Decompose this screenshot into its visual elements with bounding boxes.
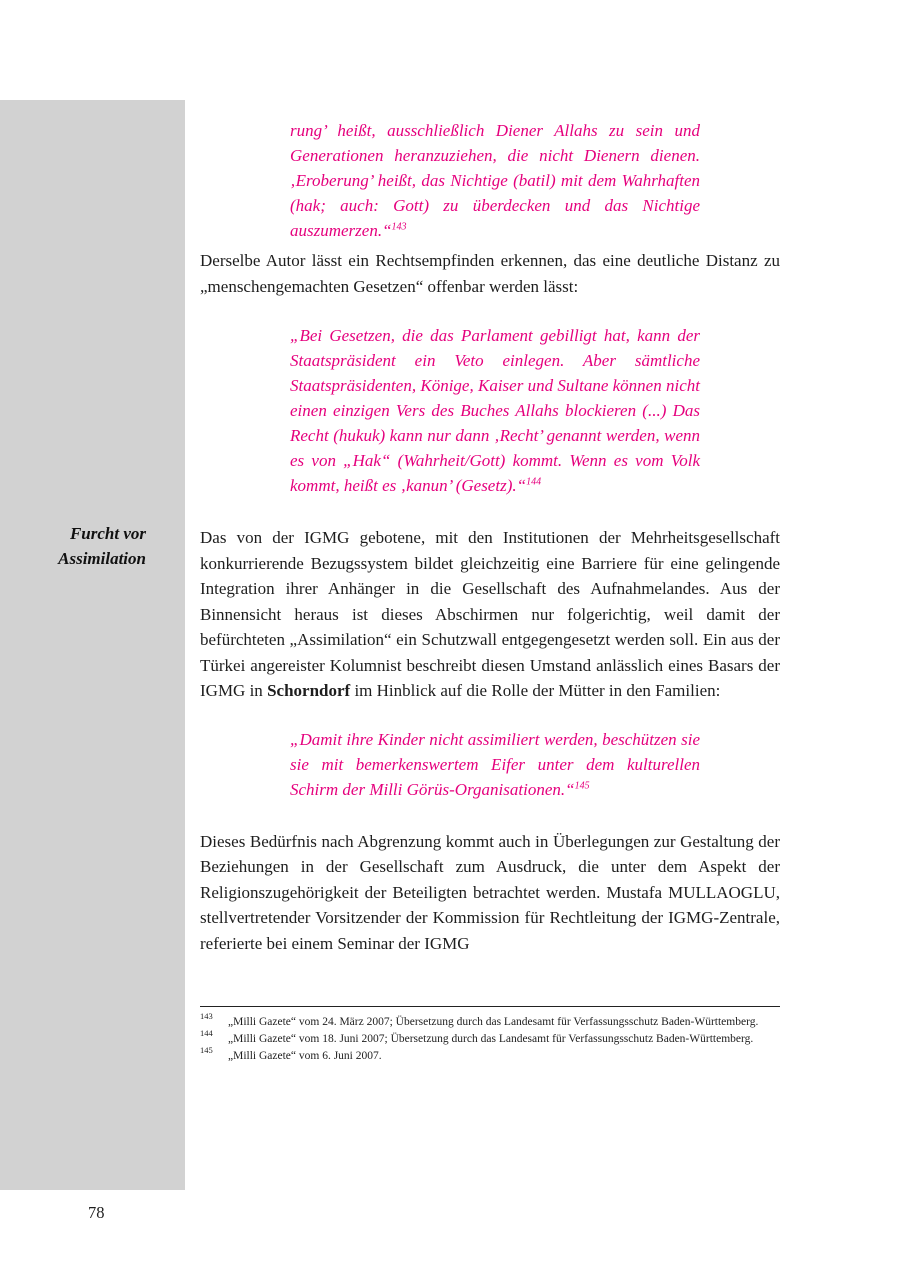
blockquote-1-text: rung’ heißt, ausschließlich Diener Allahs zu sein und Generationen heranzuziehen, die nicht Dienern dienen. ‚Eroberung’ heißt, das Nichtige (batil) mit dem Wahrhaften (hak; auch: Gott) zu überdecken und das Nichtige auszumerzen.“ [290, 121, 700, 240]
blockquote-3 [290, 727, 700, 802]
margin-note-line2: Assimilation [58, 549, 146, 568]
footnote-145 [200, 1045, 780, 1065]
footnote-143-text: „Milli Gazete“ vom 24. März 2007; Übersetzung durch das Landesamt für Verfassungsschutz Baden-Württemberg. [228, 1016, 759, 1028]
paragraph-2 [200, 525, 780, 704]
blockquote-2-text: „Bei Gesetzen, die das Parlament gebilligt hat, kann der Staatspräsident ein Veto einlegen. Aber sämtliche Staatspräsidenten, Könige, Kaiser und Sultane können nicht einen einzigen Vers des Buches Allahs blockieren (...) Das Recht (hukuk) kann nur dann ‚Recht’ genannt werden, wenn es von „Hak“ (Wahrheit/Gott) kommt. Wenn es vom Volk kommt, heißt es ‚kanun’ (Gesetz).“ [290, 326, 700, 495]
margin-note [0, 521, 146, 571]
page-number: 78 [88, 1203, 105, 1222]
footnote-ref-143: 143 [391, 221, 407, 233]
footnote-145-text: „Milli Gazete“ vom 6. Juni 2007. [228, 1050, 382, 1062]
main-text-column [200, 0, 780, 1065]
paragraph-1: Derselbe Autor lässt ein Rechtsempfinden erkennen, das eine deutliche Distanz zu „menschengemachten Gesetzen“ offenbar werden lässt: [200, 251, 780, 296]
footnotes-section [200, 1011, 780, 1065]
blockquote-3-text: „Damit ihre Kinder nicht assimiliert werden, beschützen sie sie mit bemerkenswertem Eifer unter dem kulturellen Schirm der Milli Görüs-Organisationen.“ [290, 729, 700, 799]
footnote-143-marker: 143 [200, 1011, 213, 1021]
footnote-144 [200, 1028, 780, 1048]
footnote-ref-145: 145 [574, 779, 590, 791]
footnote-ref-144: 144 [526, 476, 542, 488]
footnote-divider [200, 1006, 780, 1007]
blockquote-1 [290, 118, 700, 243]
footnote-145-marker: 145 [200, 1045, 213, 1055]
paragraph-2-bold-term: Schorndorf [267, 681, 351, 700]
paragraph-2-text-a: Das von der IGMG gebotene, mit den Institutionen der Mehrheitsgesellschaft konkurrierende Bezugssystem bildet gleichzeitig eine Barriere für eine gelingende Integration ihrer Anhänger in die Gesellschaft des Aufnahmelandes. Aus der Binnensicht heraus ist dieses Abschirmen nur folgerichtig, weil damit der befürchteten „Assimilation“ ein Schutzwall entgegengesetzt werden soll. Ein aus der Türkei angereister Kolumnist beschreibt diesen Umstand anlässlich eines Basars der IGMG in [200, 528, 780, 700]
paragraph-3: Dieses Bedürfnis nach Abgrenzung kommt auch in Überlegungen zur Gestaltung der Beziehungen in der Gesellschaft zum Ausdruck, die unter dem Aspekt der Religionszugehörigkeit der Beteiligten betrachtet werden. Mustafa MULLAOGLU, stellvertretender Vorsitzender der Kommission für Rechtleitung der IGMG-Zentrale, referierte bei einem Seminar der IGMG [200, 831, 780, 953]
sidebar-band [0, 100, 185, 1190]
footnote-144-text: „Milli Gazete“ vom 18. Juni 2007; Übersetzung durch das Landesamt für Verfassungsschutz Baden-Württemberg. [228, 1033, 754, 1045]
footnote-144-marker: 144 [200, 1028, 213, 1038]
footnote-143 [200, 1011, 780, 1031]
blockquote-2 [290, 323, 700, 498]
paragraph-2-text-b: im Hinblick auf die Rolle der Mütter in den Familien: [350, 681, 721, 700]
margin-note-line1: Furcht vor [69, 524, 146, 543]
